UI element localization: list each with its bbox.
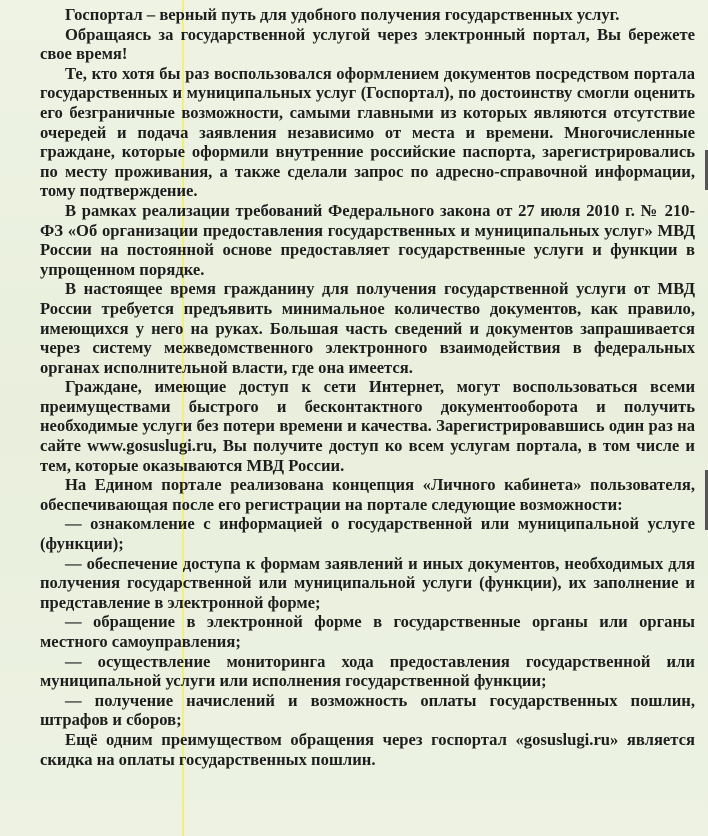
paragraph-internet-access: Граждане, имеющие доступ к сети Интернет, могут воспользоваться всеми преимуществами быстрого и бесконтактного документооборота и получить необходимые услуги без потери времени и качества. Зарегистрировавшись один раз на сайте www.gosuslugi.ru, Вы получите доступ ко всем услугам портала, в том числе и тем, которые оказываются МВД России. <box>40 377 695 475</box>
list-item: — обращение в электронной форме в государственные органы или органы местного самоуправления; <box>40 612 695 651</box>
paragraph-save-time: Обращаясь за государственной услугой через электронный портал, Вы бережете свое время! <box>40 24 695 64</box>
paragraph-closing: Ещё одним преимуществом обращения через госпортал «gosuslugi.ru» является скидка на оплаты государственных пошлин. <box>40 729 695 769</box>
list-item: — получение начислений и возможность оплаты государственных пошлин, штрафов и сборов; <box>40 690 695 730</box>
list-item: — ознакомление с информацией о государственной или муниципальной услуге (функции); <box>40 514 695 554</box>
paragraph-federal-law: В рамках реализации требований Федерального закона от 27 июля 2010 г. № 210-ФЗ «Об организации предоставления государственных и муниципальных услуг» МВД России на постоянной основе предоставляет государственные услуги и функции в упрощенном порядке. <box>40 200 695 279</box>
paragraph-heading: Госпортал – верный путь для удобного получения государственных услуг. <box>65 5 620 24</box>
list-item: — осуществление мониторинга хода предоставления государственной или муниципальной услуги или исполнения государственной функции; <box>40 651 695 691</box>
paragraph-advantages: Те, кто хотя бы раз воспользовался оформлением документов посредством портала государственных и муниципальных услуг (Госпортал), по достоинству смогли оценить его безграничные возможности, самыми главными из которых являются отсутствие очередей и подача заявления независимо от места и времени. Многочисленные граждане, которые оформили внутренние российские паспорта, зарегистрировались по месту проживания, а также сделали запрос по адресно-справочной информации, тому подтверждение. <box>40 63 695 201</box>
paragraph-documents: В настоящее время гражданину для получения государственной услуги от МВД России требуется предъявить минимальное количество документов, как правило, имеющихся у него на руках. Большая часть сведений и документов запрашивается через систему межведомственного электронного взаимодействия в федеральных органах исполнительной власти, где она имеется. <box>40 279 695 377</box>
list-item: — обеспечение доступа к формам заявлений и иных документов, необходимых для получения государственной или муниципальной услуги (функции), их заполнение и представление в электронной форме; <box>40 553 695 612</box>
paragraph-personal-cabinet: На Едином портале реализована концепция «Личного кабинета» пользователя, обеспечивающая после его регистрации на портале следующие возможности: <box>40 475 695 514</box>
document-body <box>40 5 695 769</box>
